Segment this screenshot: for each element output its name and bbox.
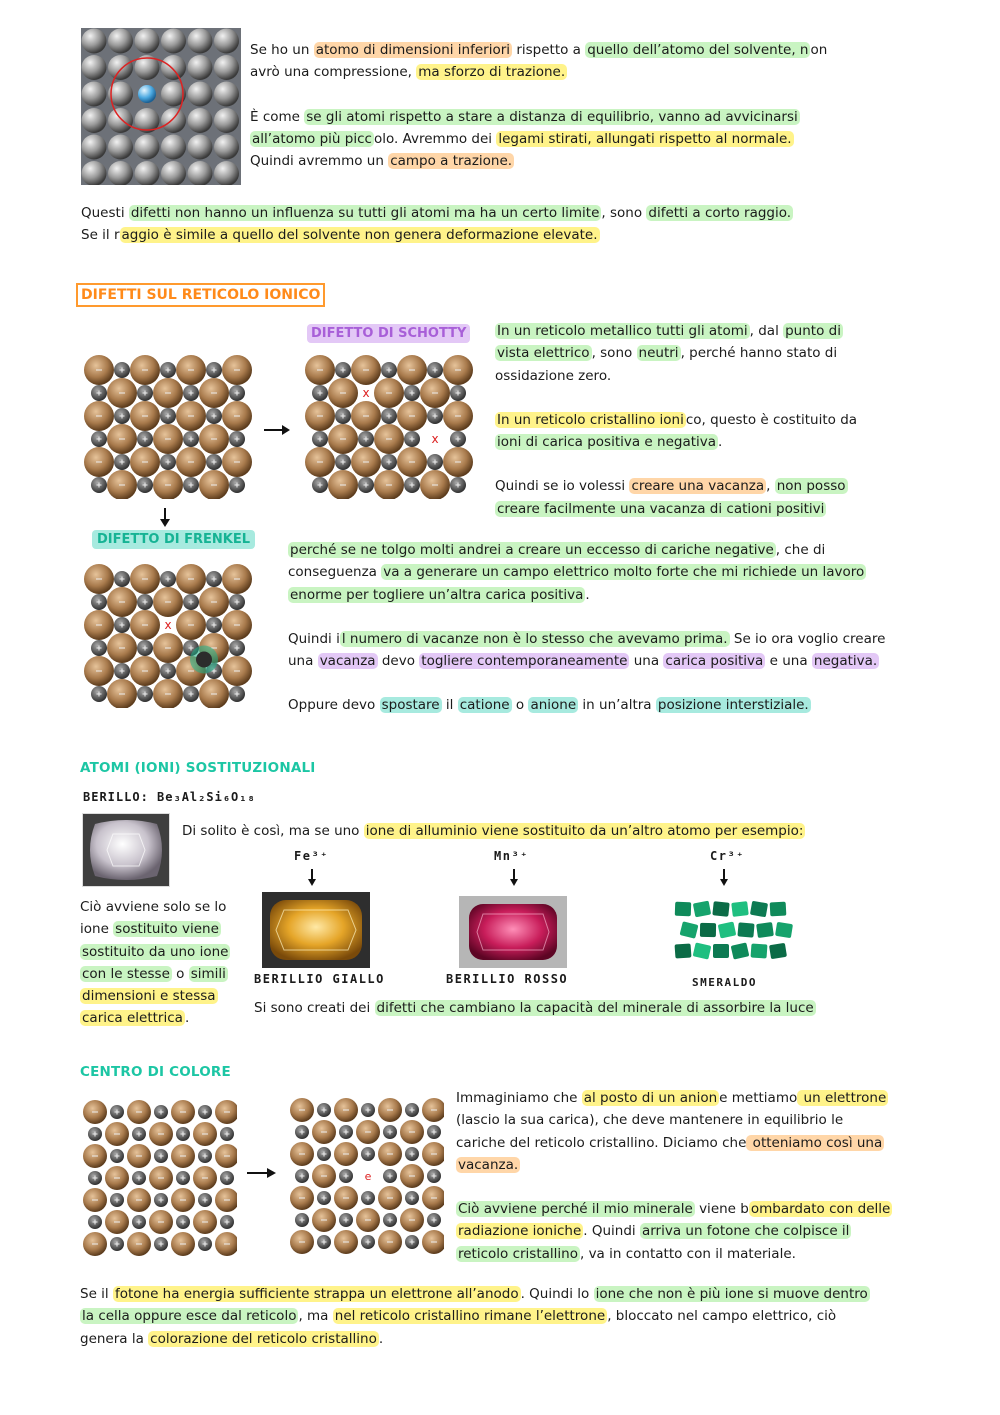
emerald-stone (712, 901, 729, 917)
highlighted-text: difetti che cambiano la capacità del minerale di assorbire la luce (376, 1000, 814, 1016)
emerald-stone (700, 923, 716, 937)
solvent-atom (161, 55, 186, 80)
text-run: , dal (749, 323, 784, 339)
solvent-atom (108, 108, 133, 133)
text-run: , sono (591, 345, 637, 362)
highlighted-text: carica positiva (665, 653, 764, 670)
ionic-line (495, 320, 915, 342)
arrow-right-icon (245, 1163, 279, 1183)
text-run: . Quindi lo (520, 1286, 594, 1302)
highlighted-text: radiazione ioniche (458, 1223, 582, 1240)
ionic-line (495, 431, 915, 453)
highlighted-text: se gli atomi rispetto a stare a distanza di equilibrio, vanno ad avvicinarsi (306, 108, 798, 125)
text-run: Questi (81, 205, 129, 221)
solvent-atom (82, 135, 107, 160)
yellow-beryl-image (262, 892, 370, 968)
highlighted-text: atomo di dimensioni inferiori (315, 42, 511, 58)
highlighted-text: sostituito viene (115, 921, 219, 938)
solvent-atom (82, 29, 107, 54)
ionic-line (495, 342, 915, 364)
emerald-stone (737, 922, 754, 937)
text-run: È come (250, 108, 305, 125)
intro-line (250, 150, 870, 172)
ionic-line (288, 694, 948, 716)
color-line (456, 1132, 926, 1154)
highlighted-text: perché se ne tolgo molti andrei a creare un eccesso di cariche negative (290, 542, 774, 558)
highlighted-text: catione (459, 697, 510, 714)
section-title-text: DIFETTI SUL RETICOLO IONICO (81, 287, 321, 303)
highlighted-text: ioni di carica positiva e negativa (497, 434, 717, 451)
solvent-atom (214, 108, 239, 133)
color-line (80, 1283, 960, 1305)
text-run: . (585, 586, 590, 603)
arrow-down-icon (716, 868, 732, 888)
text-run: Si sono creati dei (254, 1000, 375, 1016)
interstitial-cation (196, 652, 212, 668)
highlighted-text: nel reticolo cristallino rimane l’elettrone (334, 1308, 606, 1325)
text-run: e mettiamo (719, 1090, 798, 1106)
intro-line (250, 128, 870, 150)
text-run: una (288, 653, 318, 670)
text-run: ossidazione zero. (495, 367, 612, 384)
text-run: , perché hanno stato di (680, 345, 838, 362)
trapped-electron: e (364, 1170, 372, 1183)
highlighted-text: In un reticolo metallico tutti gli atomi (497, 323, 748, 339)
beryl-gem-image (82, 813, 170, 887)
ion-label-fe: Fe³⁺ (294, 849, 329, 863)
highlighted-text: simili (190, 965, 226, 982)
ionic-line (495, 475, 915, 497)
text-run: devo (377, 653, 420, 670)
intro-line (81, 202, 961, 224)
text-run: avrò una compressione, (250, 64, 417, 81)
solvent-atom (135, 29, 160, 54)
ionic-line (288, 539, 948, 561)
text-run: , va in contatto con il materiale. (579, 1245, 796, 1262)
color-line (456, 1220, 926, 1242)
highlighted-text: spostare (381, 697, 440, 714)
highlighted-text: vacanza. (458, 1156, 519, 1173)
solvent-atom (82, 82, 107, 107)
highlighted-text: la cella oppure esce dal reticolo (82, 1308, 297, 1325)
subst-left-line (80, 1007, 255, 1029)
ion-label-mn: Mn³⁺ (494, 849, 529, 863)
ion-label-cr: Cr³⁺ (710, 849, 745, 863)
solvent-atom (135, 135, 160, 160)
arrow-right-icon (262, 420, 292, 440)
solvent-atom (214, 29, 239, 54)
vacancy-mark: x (431, 432, 439, 446)
text-run: , ma (298, 1308, 333, 1325)
highlighted-text: sostituito da uno ione (82, 943, 229, 960)
emerald-stone (750, 901, 768, 918)
frenkel-label (92, 530, 255, 549)
schotty-label-text: DIFETTO DI SCHOTTY (311, 326, 467, 341)
color-line (456, 1109, 926, 1131)
solvent-atom (161, 108, 186, 133)
highlighted-text: anione (530, 697, 577, 714)
emerald-stone (731, 901, 749, 917)
text-run: il (441, 697, 458, 714)
highlighted-text: otteniamo così una (748, 1134, 883, 1151)
text-run: e una (765, 653, 812, 670)
emerald-stone (675, 943, 692, 958)
highlighted-text: al posto di un anion (583, 1090, 718, 1106)
solvent-atom (214, 161, 239, 185)
solvent-atom (108, 55, 133, 80)
ionic-line (288, 561, 948, 583)
section-title-color: CENTRO DI COLORE (80, 1064, 231, 1080)
text-run: Ciò avviene solo se lo (80, 899, 227, 915)
highlighted-text: ombardato con delle (750, 1201, 891, 1218)
gem-label-red: BERILLIO ROSSO (446, 972, 569, 986)
arrow-down-icon (155, 506, 175, 530)
solvent-atom (161, 135, 186, 160)
text-run: Se il r (81, 227, 120, 244)
highlighted-text: non posso (776, 478, 846, 495)
highlighted-text: negativa. (813, 653, 878, 670)
emerald-stone (769, 943, 787, 959)
text-run: . (184, 1010, 190, 1027)
highlighted-text: Ciò avviene perché il mio minerale (458, 1201, 693, 1218)
text-run: , (766, 478, 775, 495)
highlighted-text: punto di (785, 323, 841, 339)
subst-line (254, 997, 954, 1019)
highlighted-text: fotone ha energia sufficiente strappa un elettrone all’anodo (114, 1286, 519, 1302)
highlighted-text: creare una vacanza (631, 478, 765, 495)
text-run: , bloccato nel campo elettrico, ciò (607, 1308, 837, 1325)
text-run: ione (80, 921, 114, 938)
text-run: Se io ora voglio creare (729, 630, 886, 647)
highlighted-text: arriva un fotone che colpisce il (641, 1223, 850, 1240)
subst-left-line (80, 985, 255, 1007)
text-run: genera la (80, 1330, 149, 1347)
intro-line (250, 61, 870, 83)
emerald-stone (756, 922, 774, 938)
highlighted-text: In un reticolo cristallino ioni (497, 411, 684, 428)
solute-atom (138, 85, 156, 103)
text-run: Se ho un (250, 42, 314, 58)
text-run: conseguenza (288, 564, 382, 581)
solvent-lattice-image (81, 28, 241, 185)
text-run: rispetto a (512, 42, 586, 58)
ionic-line (288, 628, 948, 650)
highlighted-text: ione che non è più ione si muove dentro (595, 1286, 868, 1302)
subst-left-line (80, 896, 255, 918)
vacancy-mark: x (164, 618, 172, 632)
text-run: . Quindi (583, 1223, 640, 1240)
color-line (80, 1305, 960, 1327)
text-run: o (511, 697, 529, 714)
text-run: Quindi i (288, 630, 340, 647)
text-run: co, questo è costituito da (685, 411, 858, 428)
solvent-atom (161, 161, 186, 185)
color-line (456, 1154, 926, 1176)
highlighted-text: difetti non hanno un influenza su tutti gli atomi ma ha un certo limite (130, 205, 600, 221)
solvent-atom (188, 108, 213, 133)
ionic-line (495, 498, 915, 520)
solvent-atom (214, 82, 239, 107)
color-line (456, 1198, 926, 1220)
intro-line (250, 106, 870, 128)
solvent-atom (214, 55, 239, 80)
solvent-atom (161, 29, 186, 54)
solvent-atom (82, 161, 107, 185)
ionic-line (495, 409, 915, 431)
solvent-atom (108, 161, 133, 185)
highlighted-text: carica elettrica (82, 1010, 183, 1027)
solvent-atom (188, 161, 213, 185)
solvent-atom (108, 29, 133, 54)
solvent-atom (135, 161, 160, 185)
emerald-image (669, 896, 793, 970)
text-run: una (629, 653, 664, 670)
highlighted-text: neutri (638, 345, 679, 362)
color-lattice-original (81, 1098, 237, 1256)
emerald-stone (770, 902, 787, 917)
text-run: o (171, 965, 189, 982)
text-run: in un’altra (578, 697, 656, 714)
emerald-stone (775, 922, 793, 938)
vacancy-mark: x (362, 386, 370, 400)
highlighted-text: ione di alluminio viene sostituito da un’altro atomo per esempio: (365, 823, 804, 839)
highlighted-text: enorme per togliere un’altra carica positiva (290, 586, 584, 603)
red-beryl-image (459, 896, 567, 968)
highlighted-text: con le stesse (82, 965, 170, 982)
intro-line (81, 224, 961, 246)
gem-label-yellow: BERILLIO GIALLO (254, 972, 385, 986)
subst-left-line (80, 963, 255, 985)
highlighted-text: vacanza (319, 653, 376, 670)
text-run: viene b (694, 1201, 749, 1218)
highlighted-text: posizione interstiziale. (657, 697, 809, 714)
highlighted-text: difetti a corto raggio. (648, 205, 792, 221)
highlighted-text: togliere contemporaneamente (421, 653, 628, 670)
frenkel-label-text: DIFETTO DI FRENKEL (97, 532, 251, 547)
text-run: (lascio la sua carica), che deve mantenere in equilibrio le (456, 1112, 844, 1129)
emerald-stone (713, 944, 729, 958)
subst-left-line (80, 941, 255, 963)
arrow-down-icon (506, 868, 522, 888)
text-run: , che di (775, 542, 826, 558)
text-run: . (718, 434, 723, 451)
beryl-formula: BERILLO: Be₃Al₂Si₆O₁₈ (83, 790, 256, 804)
arrow-down-icon (304, 868, 320, 888)
highlighted-text: vista elettrico (497, 345, 590, 362)
highlighted-text: un elettrone (799, 1090, 887, 1106)
section-title-subst: ATOMI (IONI) SOSTITUZIONALI (80, 760, 316, 776)
highlighted-text: quello dell’atomo del solvente, n (587, 42, 809, 58)
emerald-stone (693, 901, 711, 918)
solvent-atom (214, 135, 239, 160)
emerald-stone (751, 943, 768, 958)
highlighted-text: va a generare un campo elettrico molto forte che mi richiede un lavoro (383, 564, 865, 581)
text-run: , sono (601, 205, 647, 221)
text-run: Immaginiamo che (456, 1090, 582, 1106)
highlighted-text: campo a trazione. (390, 153, 513, 170)
text-run: Quindi avremmo un (250, 153, 389, 170)
solvent-atom (82, 108, 107, 133)
highlighted-text: all’atomo più picc (252, 130, 372, 147)
ionic-lattice-schotty (303, 353, 477, 499)
highlighted-text: aggio è simile a quello del solvente non genera deformazione elevate. (121, 227, 598, 244)
ionic-line (495, 365, 915, 387)
highlighted-text: ma sforzo di trazione. (418, 64, 566, 81)
text-run: olo. Avremmo dei (373, 130, 497, 147)
highlighted-text: legami stirati, allungati rispetto al normale. (498, 130, 792, 147)
color-lattice-defect (288, 1096, 444, 1254)
highlighted-text: colorazione del reticolo cristallino (150, 1330, 377, 1347)
intro-line (250, 39, 870, 61)
gem-label-emerald: SMERALDO (692, 976, 757, 989)
highlighted-text: reticolo cristallino (458, 1245, 578, 1262)
subst-line (182, 820, 942, 842)
schotty-label (307, 324, 470, 343)
highlighted-text: dimensioni e stessa (82, 988, 216, 1005)
solvent-atom (188, 135, 213, 160)
emerald-stone (675, 902, 691, 917)
text-run: Quindi se io volessi (495, 478, 630, 495)
text-run: on (810, 42, 828, 58)
text-run: Oppure devo (288, 697, 380, 714)
color-line (456, 1087, 926, 1109)
text-run: Se il (80, 1286, 113, 1302)
section-title-ionic (76, 283, 325, 307)
text-run: cariche del reticolo cristallino. Diciamo che (456, 1134, 747, 1151)
ionic-lattice-original (82, 353, 256, 499)
solvent-atom (108, 135, 133, 160)
text-run: . (378, 1330, 384, 1347)
highlighted-text: l numero di vacanze non è lo stesso che avevamo prima. (341, 630, 728, 647)
ionic-line (288, 650, 948, 672)
ionic-line (288, 584, 948, 606)
color-line (456, 1243, 926, 1265)
highlighted-text: creare facilmente una vacanza di cationi positivi (497, 500, 825, 517)
ionic-lattice-frenkel (82, 562, 264, 708)
color-line (80, 1328, 960, 1350)
solvent-atom (82, 55, 107, 80)
solvent-atom (188, 82, 213, 107)
solvent-atom (188, 55, 213, 80)
subst-left-line (80, 918, 255, 940)
text-run: Di solito è così, ma se uno (182, 823, 364, 839)
solvent-atom (188, 29, 213, 54)
